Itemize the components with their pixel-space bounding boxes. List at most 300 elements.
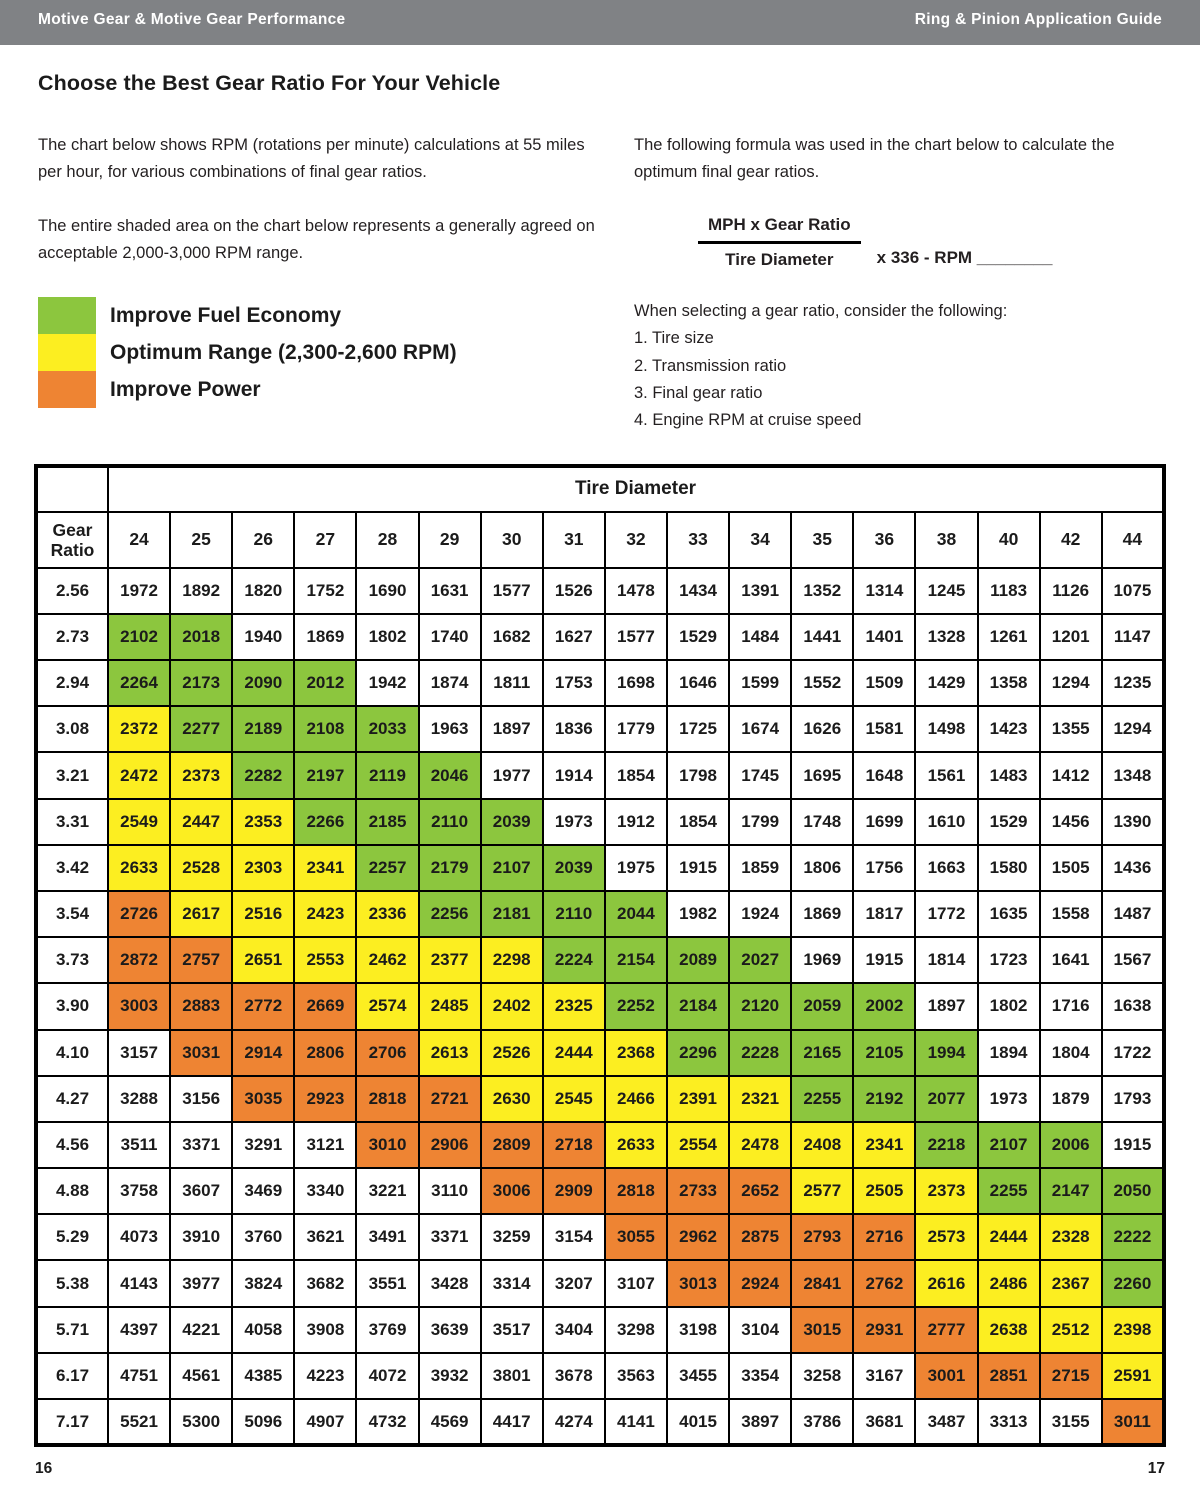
rpm-cell: 3055 (605, 1214, 667, 1260)
rpm-cell: 3932 (419, 1353, 481, 1399)
rpm-cell: 2184 (667, 983, 729, 1029)
rpm-cell: 1820 (232, 568, 294, 614)
rpm-cell: 1874 (419, 660, 481, 706)
rpm-cell: 3313 (978, 1399, 1040, 1445)
rpm-cell: 2120 (729, 983, 791, 1029)
tire-diameter-col-32: 32 (605, 512, 667, 568)
rpm-cell: 3198 (667, 1307, 729, 1353)
rpm-cell: 2264 (108, 660, 170, 706)
rpm-cell: 2630 (481, 1076, 543, 1122)
rpm-cell: 1854 (605, 752, 667, 798)
gear-ratio-cell: 7.17 (36, 1399, 108, 1445)
rpm-cell: 2718 (543, 1122, 605, 1168)
rpm-cell: 2545 (543, 1076, 605, 1122)
rpm-cell: 1478 (605, 568, 667, 614)
rpm-cell: 1641 (1040, 937, 1102, 983)
rpm-row-5.29 (36, 1214, 1164, 1260)
gear-ratio-cell: 5.71 (36, 1307, 108, 1353)
rpm-cell: 2512 (1040, 1307, 1102, 1353)
rpm-cell: 1924 (729, 891, 791, 937)
rpm-cell: 2809 (481, 1122, 543, 1168)
rpm-cell: 1147 (1102, 614, 1164, 660)
rpm-cell: 3908 (294, 1307, 356, 1353)
rpm-cell: 1779 (605, 706, 667, 752)
rpm-cell: 1648 (853, 752, 915, 798)
rpm-row-2.56 (36, 568, 1164, 614)
gear-ratio-cell: 3.31 (36, 799, 108, 845)
rpm-cell: 1802 (978, 983, 1040, 1029)
rpm-cell: 1973 (978, 1076, 1040, 1122)
consider-intro: When selecting a gear ratio, consider the following: (634, 302, 1008, 321)
rpm-cell: 2257 (356, 845, 418, 891)
rpm-cell: 2012 (294, 660, 356, 706)
rpm-cell: 2046 (419, 752, 481, 798)
rpm-cell: 2574 (356, 983, 418, 1029)
rpm-cell: 1963 (419, 706, 481, 752)
tire-diameter-col-31: 31 (543, 512, 605, 568)
tire-diameter-col-25: 25 (170, 512, 232, 568)
rpm-cell: 1075 (1102, 568, 1164, 614)
rpm-cell: 2733 (667, 1168, 729, 1214)
rpm-cell: 2303 (232, 845, 294, 891)
rpm-cell: 1975 (605, 845, 667, 891)
tire-diameter-header: Tire Diameter (108, 466, 1164, 512)
legend-label: Improve Power (110, 377, 261, 401)
rpm-cell: 2577 (791, 1168, 853, 1214)
rpm-cell: 1529 (978, 799, 1040, 845)
rpm-cell: 2373 (915, 1168, 977, 1214)
rpm-cell: 2633 (605, 1122, 667, 1168)
rpm-cell: 4561 (170, 1353, 232, 1399)
rpm-cell: 3428 (419, 1260, 481, 1306)
gear-ratio-cell: 4.10 (36, 1030, 108, 1076)
rpm-cell: 2373 (170, 752, 232, 798)
gear-ratio-cell: 3.73 (36, 937, 108, 983)
rpm-row-2.73 (36, 614, 1164, 660)
page-title: Choose the Best Gear Ratio For Your Vehicle (38, 71, 501, 95)
page-number-left: 16 (35, 1460, 53, 1477)
rpm-cell: 2478 (729, 1122, 791, 1168)
rpm-cell: 1836 (543, 706, 605, 752)
rpm-cell: 2173 (170, 660, 232, 706)
tire-diameter-col-38: 38 (915, 512, 977, 568)
rpm-cell: 2228 (729, 1030, 791, 1076)
gear-ratio-cell: 3.90 (36, 983, 108, 1029)
rpm-cell: 3314 (481, 1260, 543, 1306)
rpm-cell: 2298 (481, 937, 543, 983)
rpm-cell: 1529 (667, 614, 729, 660)
rpm-cell: 4385 (232, 1353, 294, 1399)
rpm-cell: 3221 (356, 1168, 418, 1214)
shaded-area-paragraph: The entire shaded area on the chart below represents a generally agreed on acceptable 2,000-3,000 RPM range. (38, 217, 595, 263)
rpm-cell: 2336 (356, 891, 418, 937)
rpm-cell: 1722 (1102, 1030, 1164, 1076)
rpm-cell: 2107 (481, 845, 543, 891)
rpm-cell: 1740 (419, 614, 481, 660)
rpm-cell: 1879 (1040, 1076, 1102, 1122)
rpm-cell: 1567 (1102, 937, 1164, 983)
gear-ratio-cell: 4.27 (36, 1076, 108, 1122)
rpm-cell: 1358 (978, 660, 1040, 706)
rpm-cell: 1483 (978, 752, 1040, 798)
tire-diameter-col-26: 26 (232, 512, 294, 568)
rpm-cell: 2119 (356, 752, 418, 798)
gear-ratio-cell: 2.94 (36, 660, 108, 706)
rpm-cell: 1869 (294, 614, 356, 660)
rpm-cell: 1294 (1040, 660, 1102, 706)
rpm-cell: 2090 (232, 660, 294, 706)
rpm-cell: 3156 (170, 1076, 232, 1122)
rpm-row-2.94 (36, 660, 1164, 706)
rpm-cell: 2110 (419, 799, 481, 845)
rpm-cell: 2218 (915, 1122, 977, 1168)
rpm-cell: 2255 (978, 1168, 1040, 1214)
tire-diameter-col-40: 40 (978, 512, 1040, 568)
rpm-cell: 1235 (1102, 660, 1164, 706)
rpm-cell: 2341 (853, 1122, 915, 1168)
rpm-cell: 1183 (978, 568, 1040, 614)
rpm-cell: 3011 (1102, 1399, 1164, 1445)
rpm-cell: 1674 (729, 706, 791, 752)
rpm-cell: 1690 (356, 568, 418, 614)
rpm-cell: 3786 (791, 1399, 853, 1445)
rpm-cell: 1436 (1102, 845, 1164, 891)
rpm-cell: 1892 (170, 568, 232, 614)
rpm-cell: 1897 (481, 706, 543, 752)
rpm-cell: 2472 (108, 752, 170, 798)
rpm-cell: 1753 (543, 660, 605, 706)
rpm-cell: 3015 (791, 1307, 853, 1353)
formula-numerator: MPH x Gear Ratio (708, 215, 851, 235)
rpm-cell: 1348 (1102, 752, 1164, 798)
legend-label: Improve Fuel Economy (110, 303, 342, 327)
rpm-cell: 2102 (108, 614, 170, 660)
rpm-row-3.73 (36, 937, 1164, 983)
rpm-cell: 1638 (1102, 983, 1164, 1029)
rpm-cell: 1817 (853, 891, 915, 937)
rpm-cell: 2526 (481, 1030, 543, 1076)
rpm-cell: 2353 (232, 799, 294, 845)
rpm-cell: 2772 (232, 983, 294, 1029)
rpm-cell: 2189 (232, 706, 294, 752)
rpm-cell: 2444 (978, 1214, 1040, 1260)
rpm-cell: 2282 (232, 752, 294, 798)
rpm-cell: 2553 (294, 937, 356, 983)
consider-item-4: 4. Engine RPM at cruise speed (634, 410, 862, 429)
rpm-cell: 2818 (605, 1168, 667, 1214)
rpm-cell: 1698 (605, 660, 667, 706)
rpm-row-3.54 (36, 891, 1164, 937)
rpm-cell: 1580 (978, 845, 1040, 891)
rpm-cell: 1756 (853, 845, 915, 891)
rpm-cell: 1391 (729, 568, 791, 614)
rpm-cell: 1793 (1102, 1076, 1164, 1122)
rpm-cell: 1429 (915, 660, 977, 706)
rpm-cell: 2721 (419, 1076, 481, 1122)
rpm-cell: 4058 (232, 1307, 294, 1353)
rpm-cell: 2252 (605, 983, 667, 1029)
rpm-cell: 1390 (1102, 799, 1164, 845)
rpm-cell: 1294 (1102, 706, 1164, 752)
rpm-cell: 2181 (481, 891, 543, 937)
rpm-cell: 1487 (1102, 891, 1164, 937)
rpm-cell: 3167 (853, 1353, 915, 1399)
rpm-cell: 1646 (667, 660, 729, 706)
rpm-cell: 1914 (543, 752, 605, 798)
gear-ratio-cell: 5.38 (36, 1260, 108, 1306)
rpm-cell: 2222 (1102, 1214, 1164, 1260)
rpm-cell: 2875 (729, 1214, 791, 1260)
rpm-cell: 1969 (791, 937, 853, 983)
rpm-cell: 2402 (481, 983, 543, 1029)
rpm-cell: 2651 (232, 937, 294, 983)
consider-list (634, 298, 1162, 433)
rpm-cell: 1423 (978, 706, 1040, 752)
rpm-cell: 2962 (667, 1214, 729, 1260)
rpm-cell: 1725 (667, 706, 729, 752)
rpm-table (34, 464, 1166, 1448)
rpm-cell: 1723 (978, 937, 1040, 983)
rpm-cell: 2377 (419, 937, 481, 983)
rpm-cell: 4073 (108, 1214, 170, 1260)
page-content (0, 71, 1200, 1447)
rpm-cell: 2638 (978, 1307, 1040, 1353)
rpm-cell: 1581 (853, 706, 915, 752)
rpm-cell: 1804 (1040, 1030, 1102, 1076)
rpm-cell: 2044 (605, 891, 667, 937)
rpm-cell: 1434 (667, 568, 729, 614)
rpm-cell: 1126 (1040, 568, 1102, 614)
rpm-cell: 2002 (853, 983, 915, 1029)
rpm-cell: 1915 (853, 937, 915, 983)
rpm-cell: 2105 (853, 1030, 915, 1076)
page-header-bar (0, 0, 1200, 45)
rpm-cell: 3371 (419, 1214, 481, 1260)
rpm-cell: 2616 (915, 1260, 977, 1306)
rpm-cell: 4397 (108, 1307, 170, 1353)
rpm-cell: 2277 (170, 706, 232, 752)
rpm-cell: 3288 (108, 1076, 170, 1122)
legend-item-improve-power (38, 371, 602, 408)
rpm-cell: 2108 (294, 706, 356, 752)
rpm-row-6.17 (36, 1353, 1164, 1399)
tire-diameter-col-44: 44 (1102, 512, 1164, 568)
rpm-cell: 2554 (667, 1122, 729, 1168)
rpm-cell: 1894 (978, 1030, 1040, 1076)
rpm-cell: 3121 (294, 1122, 356, 1168)
rpm-cell: 5096 (232, 1399, 294, 1445)
rpm-cell: 3031 (170, 1030, 232, 1076)
rpm-cell: 3404 (543, 1307, 605, 1353)
rpm-cell: 1854 (667, 799, 729, 845)
rpm-cell: 2260 (1102, 1260, 1164, 1306)
rpm-cell: 3517 (481, 1307, 543, 1353)
rpm-cell: 1484 (729, 614, 791, 660)
rpm-cell: 3001 (915, 1353, 977, 1399)
rpm-cell: 5521 (108, 1399, 170, 1445)
rpm-cell: 2923 (294, 1076, 356, 1122)
rpm-cell: 1972 (108, 568, 170, 614)
rpm-row-5.71 (36, 1307, 1164, 1353)
rpm-cell: 2165 (791, 1030, 853, 1076)
gear-ratio-cell: 3.08 (36, 706, 108, 752)
rpm-cell: 3157 (108, 1030, 170, 1076)
corner-cell (36, 466, 108, 512)
rpm-cell: 3010 (356, 1122, 418, 1168)
rpm-cell: 3207 (543, 1260, 605, 1306)
rpm-cell: 3678 (543, 1353, 605, 1399)
rpm-cell: 3035 (232, 1076, 294, 1122)
rpm-cell: 3298 (605, 1307, 667, 1353)
rpm-cell: 1798 (667, 752, 729, 798)
rpm-cell: 1561 (915, 752, 977, 798)
rpm-cell: 1695 (791, 752, 853, 798)
rpm-cell: 2486 (978, 1260, 1040, 1306)
rpm-cell: 3487 (915, 1399, 977, 1445)
rpm-cell: 2027 (729, 937, 791, 983)
rpm-cell: 1752 (294, 568, 356, 614)
gear-ratio-cell: 5.29 (36, 1214, 108, 1260)
rpm-cell: 3258 (791, 1353, 853, 1399)
rpm-cell: 3013 (667, 1260, 729, 1306)
rpm-cell: 2089 (667, 937, 729, 983)
rpm-cell: 1994 (915, 1030, 977, 1076)
rpm-cell: 1940 (232, 614, 294, 660)
rpm-cell: 1577 (605, 614, 667, 660)
rpm-cell: 1814 (915, 937, 977, 983)
rpm-cell: 1716 (1040, 983, 1102, 1029)
gear-ratio-cell: 4.56 (36, 1122, 108, 1168)
rpm-cell: 1631 (419, 568, 481, 614)
rpm-cell: 2613 (419, 1030, 481, 1076)
rpm-cell: 3760 (232, 1214, 294, 1260)
rpm-cell: 3621 (294, 1214, 356, 1260)
rpm-cell: 2325 (543, 983, 605, 1029)
rpm-cell: 1526 (543, 568, 605, 614)
rpm-cell: 2762 (853, 1260, 915, 1306)
rpm-cell: 1682 (481, 614, 543, 660)
rpm-row-4.27 (36, 1076, 1164, 1122)
rpm-row-7.17 (36, 1399, 1164, 1445)
formula-denominator: Tire Diameter (725, 250, 834, 270)
rpm-cell: 2505 (853, 1168, 915, 1214)
rpm-table-body (36, 568, 1164, 1446)
gear-ratio-cell: 6.17 (36, 1353, 108, 1399)
rpm-cell: 2528 (170, 845, 232, 891)
rpm-cell: 2906 (419, 1122, 481, 1168)
rpm-cell: 2077 (915, 1076, 977, 1122)
legend-item-fuel-economy (38, 297, 602, 334)
consider-item-3: 3. Final gear ratio (634, 383, 763, 402)
rpm-cell: 2716 (853, 1214, 915, 1260)
yellow-swatch (38, 334, 96, 371)
rpm-table-head (36, 466, 1164, 568)
rpm-cell: 4141 (605, 1399, 667, 1445)
rpm-cell: 3607 (170, 1168, 232, 1214)
rpm-cell: 3107 (605, 1260, 667, 1306)
rpm-cell: 2806 (294, 1030, 356, 1076)
rpm-cell: 3563 (605, 1353, 667, 1399)
rpm-cell: 1412 (1040, 752, 1102, 798)
rpm-cell: 3455 (667, 1353, 729, 1399)
intro-left-column (34, 132, 602, 434)
rpm-cell: 1869 (791, 891, 853, 937)
rpm-cell: 3977 (170, 1260, 232, 1306)
rpm-cell: 4143 (108, 1260, 170, 1306)
rpm-cell: 2018 (170, 614, 232, 660)
rpm-cell: 1355 (1040, 706, 1102, 752)
rpm-cell: 2851 (978, 1353, 1040, 1399)
formula (698, 215, 1162, 270)
rpm-row-4.88 (36, 1168, 1164, 1214)
rpm-cell: 2006 (1040, 1122, 1102, 1168)
rpm-cell: 1577 (481, 568, 543, 614)
rpm-cell: 3491 (356, 1214, 418, 1260)
consider-item-2: 2. Transmission ratio (634, 356, 787, 375)
rpm-cell: 1627 (543, 614, 605, 660)
rpm-cell: 1201 (1040, 614, 1102, 660)
rpm-cell: 1498 (915, 706, 977, 752)
rpm-cell: 1942 (356, 660, 418, 706)
rpm-row-4.56 (36, 1122, 1164, 1168)
tire-diameter-col-27: 27 (294, 512, 356, 568)
rpm-cell: 1456 (1040, 799, 1102, 845)
rpm-cell: 2154 (605, 937, 667, 983)
rpm-cell: 3340 (294, 1168, 356, 1214)
tire-diameter-col-35: 35 (791, 512, 853, 568)
rpm-cell: 1352 (791, 568, 853, 614)
page-number-right: 17 (1147, 1460, 1165, 1477)
rpm-cell: 2039 (481, 799, 543, 845)
rpm-cell: 2652 (729, 1168, 791, 1214)
rpm-cell: 1982 (667, 891, 729, 937)
header-right-title: Ring & Pinion Application Guide (914, 10, 1162, 28)
rpm-cell: 2485 (419, 983, 481, 1029)
rpm-cell: 1635 (978, 891, 1040, 937)
rpm-cell: 3003 (108, 983, 170, 1029)
rpm-cell: 1799 (729, 799, 791, 845)
rpm-cell: 2706 (356, 1030, 418, 1076)
rpm-cell: 1811 (481, 660, 543, 706)
rpm-cell: 2462 (356, 937, 418, 983)
color-legend (38, 297, 602, 408)
rpm-row-5.38 (36, 1260, 1164, 1306)
rpm-cell: 1314 (853, 568, 915, 614)
rpm-cell: 4015 (667, 1399, 729, 1445)
intro-right-column (602, 132, 1162, 434)
rpm-cell: 1912 (605, 799, 667, 845)
rpm-cell: 3110 (419, 1168, 481, 1214)
rpm-cell: 2924 (729, 1260, 791, 1306)
rpm-cell: 2423 (294, 891, 356, 937)
rpm-cell: 3291 (232, 1122, 294, 1168)
rpm-cell: 1505 (1040, 845, 1102, 891)
rpm-cell: 2633 (108, 845, 170, 891)
rpm-cell: 2147 (1040, 1168, 1102, 1214)
rpm-cell: 4907 (294, 1399, 356, 1445)
gear-ratio-cell: 3.54 (36, 891, 108, 937)
rpm-cell: 2883 (170, 983, 232, 1029)
rpm-cell: 2516 (232, 891, 294, 937)
rpm-cell: 2368 (605, 1030, 667, 1076)
rpm-cell: 3824 (232, 1260, 294, 1306)
rpm-cell: 1915 (1102, 1122, 1164, 1168)
gear-ratio-cell: 2.56 (36, 568, 108, 614)
rpm-cell: 2328 (1040, 1214, 1102, 1260)
rpm-cell: 2444 (543, 1030, 605, 1076)
rpm-cell: 2372 (108, 706, 170, 752)
rpm-cell: 1663 (915, 845, 977, 891)
